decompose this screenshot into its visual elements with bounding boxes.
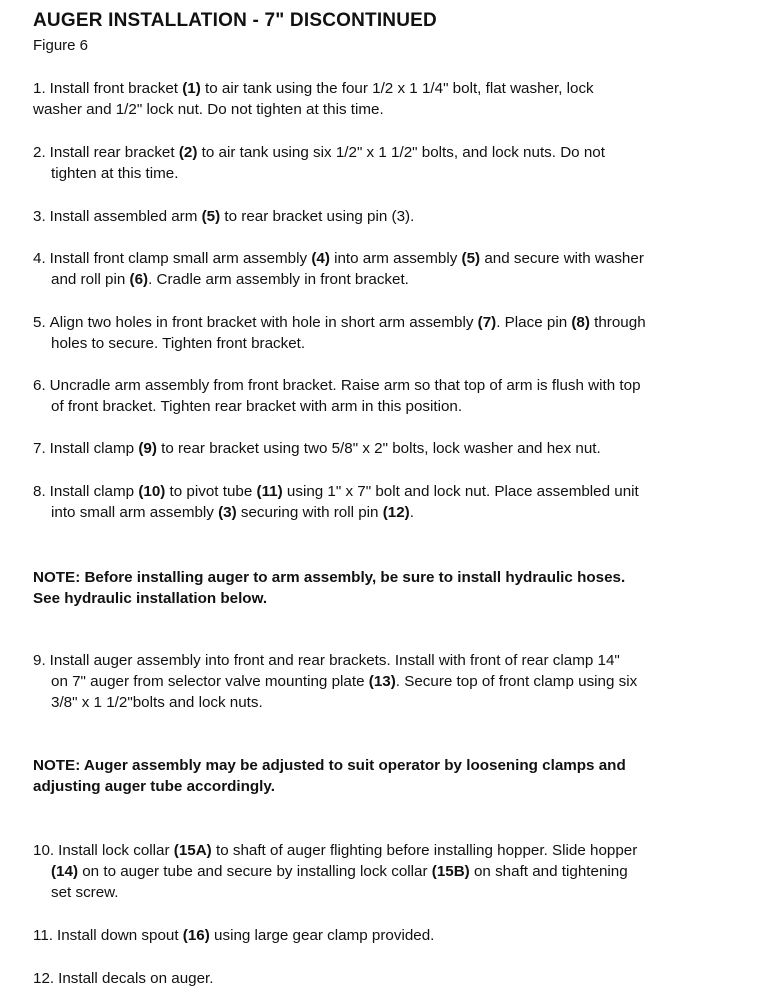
step-text: tighten at this time. <box>51 165 179 182</box>
part-reference: (16) <box>182 927 210 944</box>
step-text: Install front bracket <box>49 80 183 97</box>
step-text: into small arm assembly <box>51 504 219 521</box>
part-reference: (12) <box>382 504 410 521</box>
step-text: Uncradle arm assembly from front bracket. Raise arm so that top of arm is flush with top <box>49 377 641 394</box>
step-line <box>33 99 753 120</box>
step-number: 7. <box>33 440 46 457</box>
part-reference: (15B) <box>431 863 470 880</box>
step-number: 6. <box>33 377 46 394</box>
step-7 <box>33 438 753 459</box>
step-line <box>33 840 753 861</box>
note-line: NOTE: Before installing auger to arm assembly, be sure to install hydraulic hoses. <box>33 569 626 586</box>
step-text: . Secure top of front clamp using six <box>395 673 638 690</box>
step-number: 1. <box>33 80 46 97</box>
step-line <box>33 375 753 396</box>
step-5 <box>33 312 753 354</box>
step-text: on 7" auger from selector valve mounting plate <box>51 673 369 690</box>
step-line <box>33 78 753 99</box>
part-reference: (4) <box>311 250 330 267</box>
step-text: to air tank using the four 1/2 x 1 1/4" bolt, flat washer, lock <box>200 80 594 97</box>
step-number: 5. <box>33 314 46 331</box>
step-line <box>33 861 753 882</box>
step-text: Install assembled arm <box>49 208 202 225</box>
page-title: AUGER INSTALLATION - 7" DISCONTINUED <box>33 10 437 31</box>
step-number: 2. <box>33 144 46 161</box>
step-line <box>33 333 753 354</box>
part-reference: (7) <box>477 314 497 331</box>
note-line: See hydraulic installation below. <box>33 590 268 607</box>
step-text: . Cradle arm assembly in front bracket. <box>148 271 409 288</box>
part-reference: (5) <box>461 250 481 267</box>
step-text: Install down spout <box>57 927 183 944</box>
step-6 <box>33 375 753 417</box>
step-line <box>33 269 753 290</box>
step-text: on shaft and tightening <box>469 863 628 880</box>
step-text: to rear bracket using two 5/8" x 2" bolts, lock washer and hex nut. <box>156 440 601 457</box>
step-line <box>33 206 753 227</box>
step-text: to pivot tube <box>165 483 257 500</box>
step-line <box>33 312 753 333</box>
step-line <box>33 650 753 671</box>
step-4 <box>33 248 753 290</box>
note-line: adjusting auger tube accordingly. <box>33 778 275 795</box>
note-adjustment <box>33 755 753 797</box>
part-reference: (13) <box>368 673 396 690</box>
note-hydraulic <box>33 567 753 609</box>
step-text: . Place pin <box>496 314 572 331</box>
part-reference: (11) <box>256 483 283 500</box>
step-text: to shaft of auger flighting before installing hopper. Slide hopper <box>211 842 638 859</box>
step-text: Align two holes in front bracket with hole in short arm assembly <box>49 314 478 331</box>
step-line <box>33 481 753 502</box>
step-number: 9. <box>33 652 46 669</box>
part-reference: (1) <box>182 80 201 97</box>
step-text: Install clamp <box>49 483 139 500</box>
step-text: to rear bracket using pin (3). <box>220 208 415 225</box>
step-text: and secure with washer <box>480 250 644 267</box>
step-number: 10. <box>33 842 55 859</box>
figure-label: Figure 6 <box>33 37 89 54</box>
step-line <box>33 142 753 163</box>
step-text: washer and 1/2" lock nut. Do not tighten at this time. <box>33 101 384 118</box>
note-line: NOTE: Auger assembly may be adjusted to suit operator by loosening clamps and <box>33 757 626 774</box>
step-text: Install clamp <box>49 440 139 457</box>
step-text: set screw. <box>51 884 119 901</box>
step-3 <box>33 206 753 227</box>
step-number: 4. <box>33 250 46 267</box>
step-text: on to auger tube and secure by installing lock collar <box>78 863 432 880</box>
part-reference: (9) <box>138 440 157 457</box>
step-line <box>33 163 753 184</box>
step-text: to air tank using six 1/2" x 1 1/2" bolts, and lock nuts. Do not <box>197 144 605 161</box>
step-text: Install auger assembly into front and rear brackets. Install with front of rear clamp 14" <box>49 652 620 669</box>
step-text: 3/8" x 1 1/2"bolts and lock nuts. <box>51 694 263 711</box>
step-text: using large gear clamp provided. <box>209 927 435 944</box>
step-number: 12. <box>33 970 55 987</box>
step-text: Install front clamp small arm assembly <box>49 250 312 267</box>
step-text: securing with roll pin <box>236 504 383 521</box>
step-line <box>33 692 753 713</box>
part-reference: (2) <box>178 144 198 161</box>
step-text: . <box>409 504 414 521</box>
step-text: Install decals on auger. <box>58 970 214 987</box>
step-line <box>33 671 753 692</box>
step-text: Install rear bracket <box>49 144 179 161</box>
step-text: Install lock collar <box>58 842 174 859</box>
step-number: 3. <box>33 208 46 225</box>
step-10 <box>33 840 753 903</box>
step-line <box>33 438 753 459</box>
step-text: into arm assembly <box>329 250 462 267</box>
step-8 <box>33 481 753 523</box>
part-reference: (3) <box>218 504 237 521</box>
step-9 <box>33 650 753 713</box>
step-line <box>33 396 753 417</box>
step-text: using 1" x 7" bolt and lock nut. Place assembled unit <box>282 483 639 500</box>
part-reference: (5) <box>201 208 221 225</box>
step-text: holes to secure. Tighten front bracket. <box>51 335 306 352</box>
step-number: 11. <box>33 927 53 944</box>
step-line <box>33 248 753 269</box>
step-line <box>33 968 753 989</box>
step-line <box>33 502 753 523</box>
step-12 <box>33 968 753 989</box>
part-reference: (15A) <box>173 842 212 859</box>
step-11 <box>33 925 753 946</box>
step-1 <box>33 78 753 120</box>
step-line <box>33 925 753 946</box>
step-text: through <box>589 314 646 331</box>
part-reference: (10) <box>138 483 166 500</box>
part-reference: (14) <box>51 863 79 880</box>
step-text: and roll pin <box>51 271 130 288</box>
step-text: of front bracket. Tighten rear bracket with arm in this position. <box>51 398 463 415</box>
step-number: 8. <box>33 483 46 500</box>
part-reference: (8) <box>571 314 590 331</box>
part-reference: (6) <box>129 271 149 288</box>
step-line <box>33 882 753 903</box>
step-2 <box>33 142 753 184</box>
